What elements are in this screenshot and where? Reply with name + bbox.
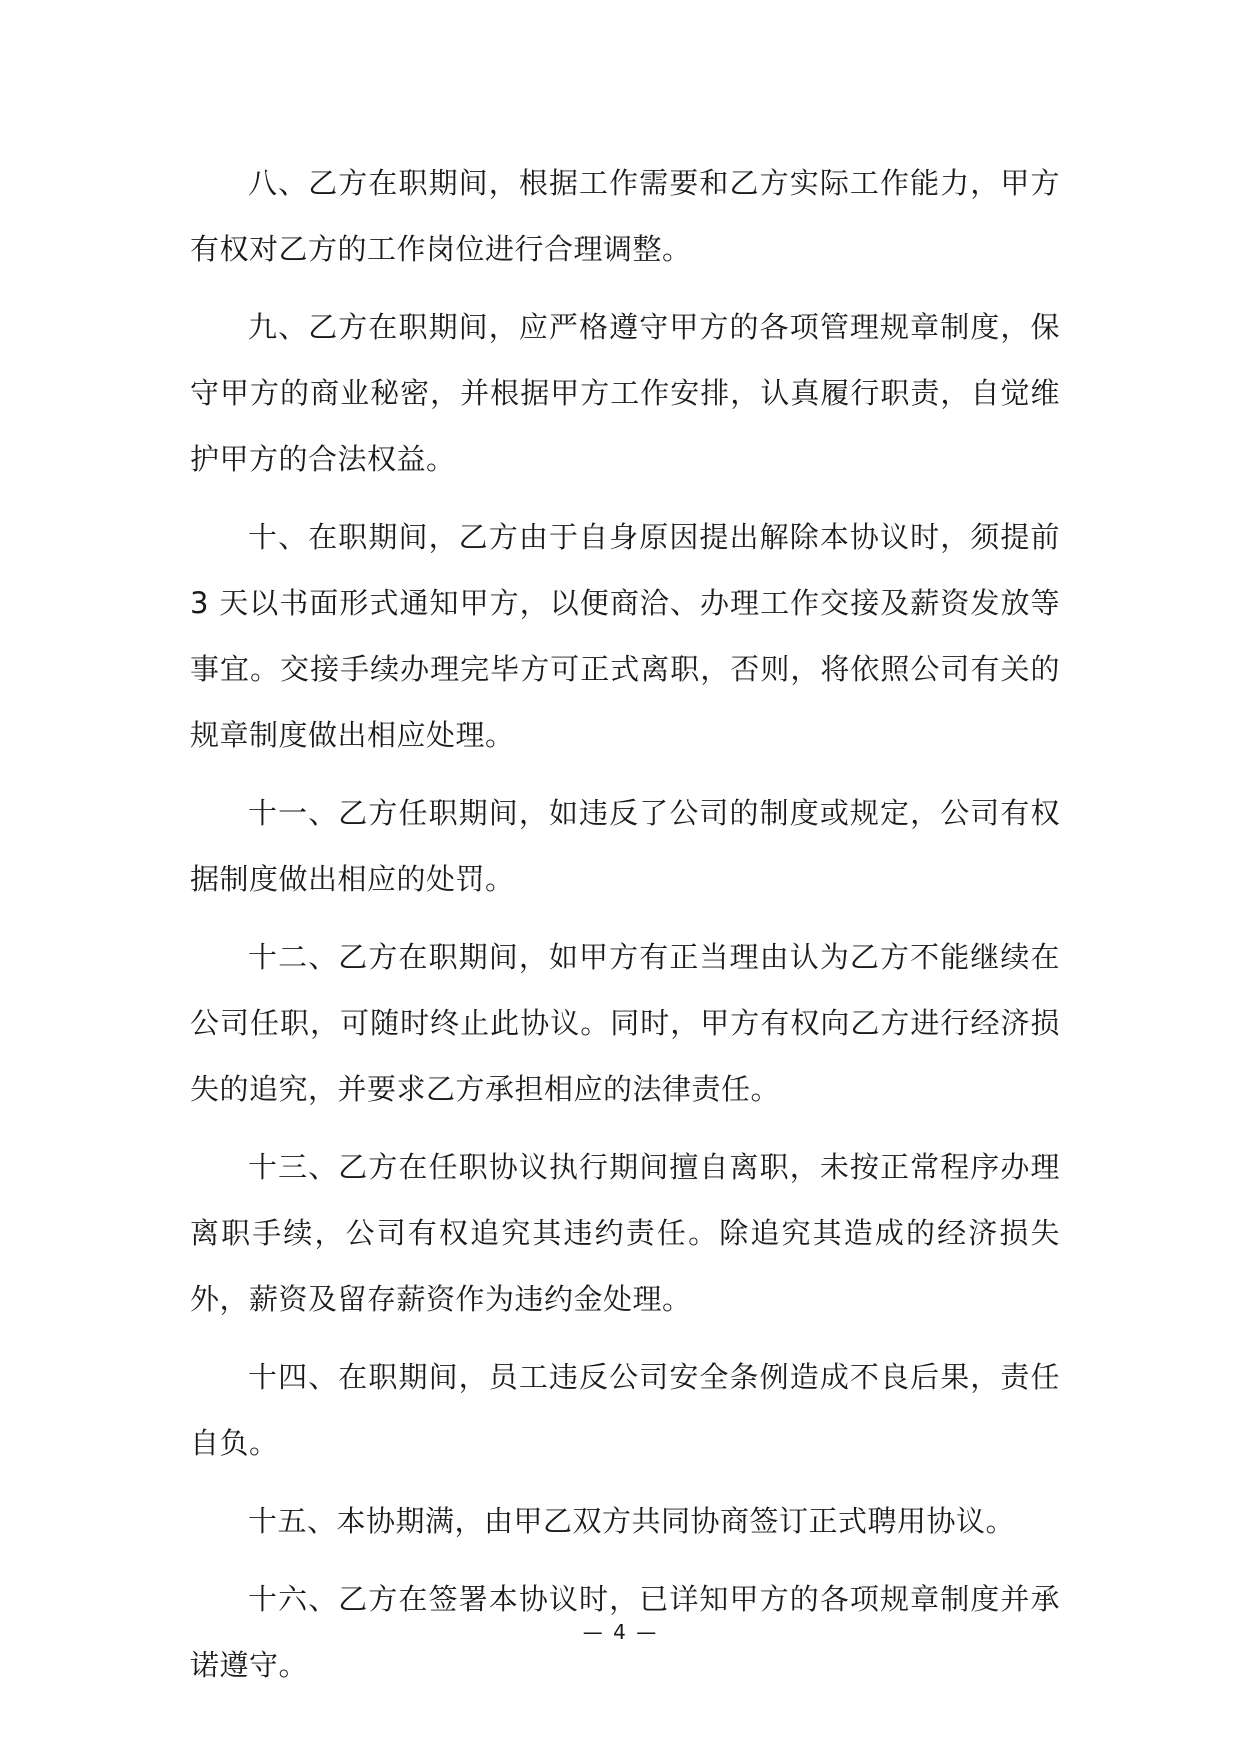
clause-11: 十一、乙方任职期间，如违反了公司的制度或规定，公司有权据制度做出相应的处罚。	[190, 796, 1060, 896]
clause-8: 八、乙方在职期间，根据工作需要和乙方实际工作能力，甲方有权对乙方的工作岗位进行合理调整。	[190, 166, 1060, 266]
clause-10: 十、在职期间，乙方由于自身原因提出解除本协议时，须提前 3 天以书面形式通知甲方，以便商洽、办理工作交接及薪资发放等事宜。交接手续办理完毕方可正式离职，否则，将依照公司有关的规章制度做出相应处理。	[190, 520, 1060, 752]
page-number: — 4 —	[582, 1620, 659, 1644]
clause-15: 十五、本协期满，由甲乙双方共同协商签订正式聘用协议。	[248, 1504, 1016, 1538]
clause-12: 十二、乙方在职期间，如甲方有正当理由认为乙方不能继续在公司任职，可随时终止此协议。同时，甲方有权向乙方进行经济损失的追究，并要求乙方承担相应的法律责任。	[190, 940, 1060, 1106]
clause-16: 十六、乙方在签署本协议时，已详知甲方的各项规章制度并承诺遵守。	[190, 1582, 1060, 1682]
document-body	[190, 150, 1060, 1710]
clause-14: 十四、在职期间，员工违反公司安全条例造成不良后果，责任自负。	[190, 1360, 1060, 1460]
clause-9: 九、乙方在职期间，应严格遵守甲方的各项管理规章制度，保守甲方的商业秘密，并根据甲方工作安排，认真履行职责，自觉维护甲方的合法权益。	[190, 310, 1060, 476]
clause-13: 十三、乙方在任职协议执行期间擅自离职，未按正常程序办理离职手续，公司有权追究其违约责任。除追究其造成的经济损失外，薪资及留存薪资作为违约金处理。	[190, 1150, 1060, 1316]
